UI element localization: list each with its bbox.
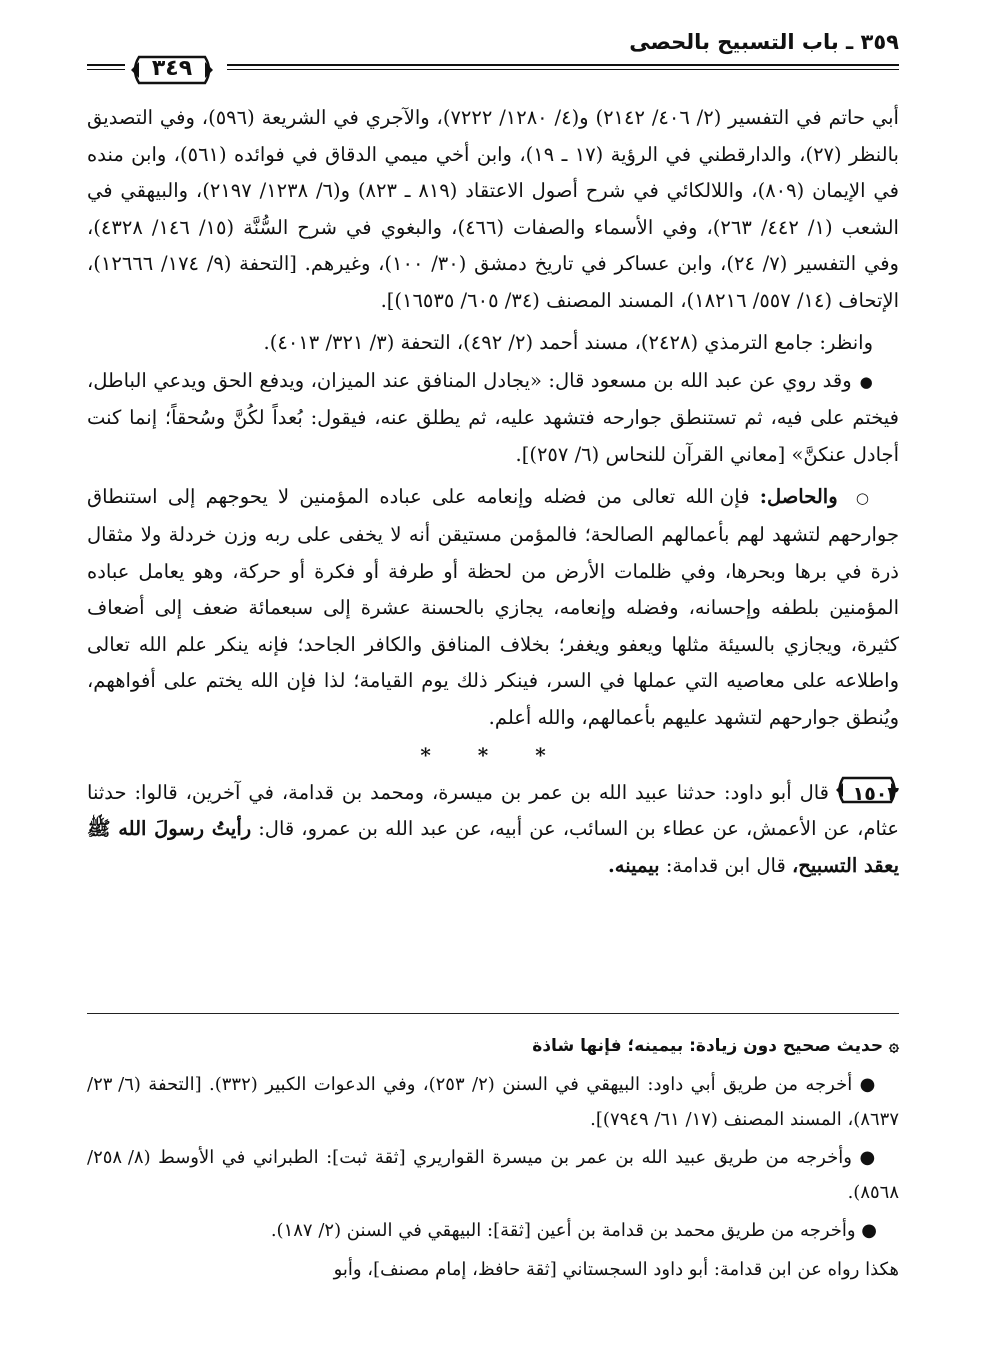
conclusion-text: فإن الله تعالى من فضله وإنعامه على عباده المؤمنين لا يحوجهم إلى استنطاق جوارحهم لتشهد لهم بأعمالهم الصالحة؛ فالمؤمن مستيقن أنه لا يخفى على ربه وزن خردلة ولا مثقال ذرة في برها وبحرها، وفي ظلمات الأرض من لحظة أو طرفة أو فكرة أو حركة، وهو يعامل عباده المؤمنين بلطفه وإحسانه، وفضله وإنعامه، يجازي بالحسنة عشرة إلى سبعمائة ضعف إلى أضعاف كثيرة، ويجازي بالسيئة مثلها ويعفو ويغفر؛ بخلاف المنافق والكافر الجاحد؛ فإنه ينكر علم الله تعالى واطلاعه على معاصيه التي عملها في السر، فينكر ذلك يوم القيامة؛ لذا فإن الله يختم على أفواههم، ويُنطق جوارحهم لتشهد عليهم بأعمالهم، والله أعلم. xyxy=(87,485,899,729)
header-rule-right xyxy=(227,64,899,66)
hadith-paragraph xyxy=(87,775,899,885)
hadith-addition: بيمينه. xyxy=(608,853,660,877)
main-text xyxy=(87,100,899,890)
header-rule-right-thin xyxy=(227,69,899,70)
paragraph-takhrij: أبي حاتم في التفسير (٢/ ٤٠٦/ ٢١٤٢) و(٤/ ١٢٨٠/ ٧٢٢٢)، والآجري في الشريعة (٥٩٦)، وفي التصديق بالنظر (٢٧)، والدارقطني في الرؤية (١٧ ـ ١٩)، وابن أخي ميمي الدقاق في فوائده (٥٦١)، وابن منده في الإيمان (٨٠٩)، واللالكائي في شرح أصول الاعتقاد (٨١٩ ـ ٨٢٣) و(٦/ ١٢٣٨/ ٢١٩٧)، والبيهقي في الشعب (١/ ٤٤٢/ ٢٦٣)، وفي الأسماء والصفات (٤٦٦)، والبغوي في شرح السُّنَّة (١٥/ ١٤٦/ ٤٣٢٨)، وفي التفسير (٧/ ٢٤)، وابن عساكر في تاريخ دمشق (٣٠/ ١٠٠)، وغيرهم. [التحفة (٩/ ١٧٤/ ١٢٦٦٦)، الإتحاف (١٤/ ٥٥٧/ ١٨٢١٦)، المسند المصنف (٣٤/ ٦٠٥/ ١٦٥٣٥)]. xyxy=(87,106,899,312)
footnote-4: هكذا رواه عن ابن قدامة: أبو داود السجستاني [ثقة حافظ، إمام مصنف]، وأبو xyxy=(333,1258,899,1280)
footnote-3: ● وأخرجه من طريق محمد بن قدامة بن أعين [ثقة]: البيهقي في السنن (٢/ ١٨٧). xyxy=(270,1220,877,1241)
circle-bullet-icon: ○ xyxy=(855,489,874,508)
page-number-frame xyxy=(129,54,215,86)
footnote-1: ● أخرجه من طريق أبي داود: البيهقي في السنن (٢/ ٢٥٣)، وفي الدعوات الكبير (٣٣٢). [التحفة (٦/ ٢٣/ ٨٦٣٧)، المسند المصنف (١٧/ ٦١/ ٧٩٤٩)]. xyxy=(87,1074,899,1130)
hadith-number-frame xyxy=(835,775,899,805)
paragraph-conclusion xyxy=(87,479,899,736)
chapter-title: ٣٥٩ ـ باب التسبيح بالحصى xyxy=(629,30,899,54)
bullet-icon: ● xyxy=(859,372,873,391)
page-number: ٣٤٩ xyxy=(151,56,193,81)
header-rule-left xyxy=(87,64,125,66)
section-separator: * * * xyxy=(420,742,566,767)
hadith-grade: ۞ حديث صحيح دون زيادة: بيمينه؛ فإنها شاذة xyxy=(532,1036,899,1056)
hadith-tail: قال ابن قدامة: xyxy=(665,853,786,877)
page-header xyxy=(87,30,899,80)
paragraph-ibn-masud xyxy=(87,363,899,474)
hadith-number: ١٥٠٢ xyxy=(852,782,899,805)
conclusion-lead: والحاصل: xyxy=(759,485,838,509)
paragraph-see-also: وانظر: جامع الترمذي (٢٤٢٨)، مسند أحمد (٢/ ٤٩٢)، التحفة (٣/ ٣٢١/ ٤٠١٣). xyxy=(263,330,873,354)
header-rule-left-thin xyxy=(87,69,125,70)
footnotes xyxy=(87,1030,899,1291)
footnote-divider xyxy=(87,1013,899,1014)
footnote-2: ● وأخرجه من طريق عبيد الله بن عمر بن ميسرة القواريري [ثقة ثبت]: الطبراني في الأوسط (٨/ ٢٥٨/ ٨٥٦٨). xyxy=(87,1147,899,1203)
hadith-matn: رأيتُ رسولَ الله ﷺ يعقد التسبيح، xyxy=(87,817,899,877)
paragraph-ibn-masud-text: وقد روي عن عبد الله بن مسعود قال: «يجادل المنافق عند الميزان، ويدفع الحق ويدعي الباطل، فيختم على فيه، ثم تستنطق جوارحه فتشهد عليه، ثم يطلق عنه، فيقول: بُعداً لكُنَّ وسُحقاً؛ إنما كنت أجادل عنكنَّ» [معاني القرآن للنحاس (٦/ ٢٥٧)]. xyxy=(87,368,899,466)
hadith-isnad: قال أبو داود: حدثنا عبيد الله بن عمر بن ميسرة، ومحمد بن قدامة، في آخرين، قالوا: حدثنا عثام، عن الأعمش، عن عطاء بن السائب، عن أبيه، عن عبد الله بن عمرو، قال: xyxy=(87,780,899,841)
